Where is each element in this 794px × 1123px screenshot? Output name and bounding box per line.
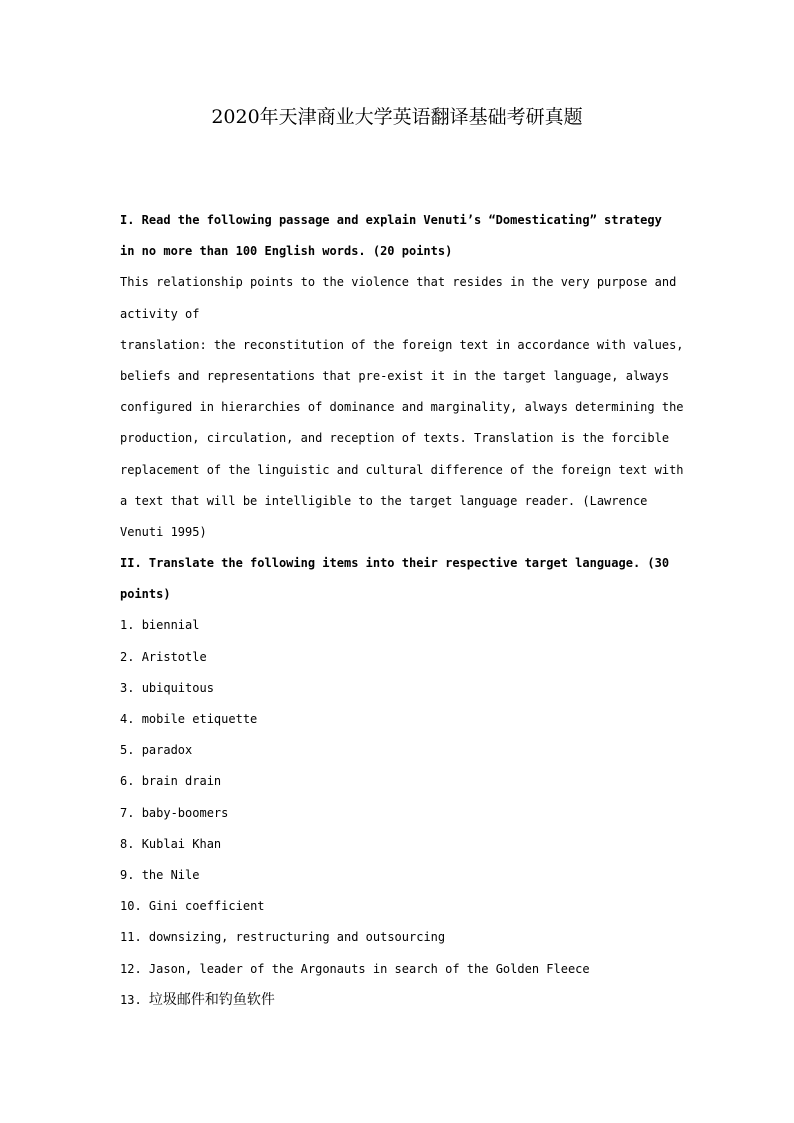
- list-item-text: Jason, leader of the Argonauts in search of the Golden Fleece: [148, 961, 590, 976]
- passage-line: a text that will be intelligible to the target language reader. (Lawrence: [120, 493, 648, 508]
- passage-line: Venuti 1995): [120, 524, 207, 539]
- list-item: [120, 610, 680, 641]
- passage-line: production, circulation, and reception of texts. Translation is the forcible: [120, 431, 670, 446]
- list-item: [120, 704, 680, 735]
- list-item: [120, 891, 680, 922]
- list-item: [120, 766, 680, 797]
- list-item: [120, 829, 680, 860]
- list-item-number: 13.: [120, 992, 142, 1007]
- section-1-heading-line-1: I. Read the following passage and explain Venuti’s “Domesticating” strategy: [120, 213, 662, 227]
- list-item-number: 12.: [120, 961, 142, 976]
- passage-line: activity of: [120, 306, 200, 321]
- list-item-number: 6.: [120, 774, 135, 789]
- list-item: [120, 642, 680, 673]
- document-body: [120, 205, 684, 1016]
- document-title: 2020年天津商业大学英语翻译基础考研真题: [211, 106, 583, 128]
- list-item-number: 11.: [120, 930, 142, 945]
- list-item-number: 8.: [120, 836, 135, 851]
- list-item-text: 垃圾邮件和钓鱼软件: [148, 991, 275, 1008]
- passage-line: replacement of the linguistic and cultural difference of the foreign text with: [120, 462, 684, 477]
- section-2-heading-line-2: points): [120, 587, 171, 602]
- list-item: [120, 922, 680, 953]
- list-item-text: biennial: [141, 618, 200, 633]
- list-item-number: 1.: [120, 618, 135, 633]
- list-item-text: the Nile: [141, 867, 200, 882]
- list-item-text: baby-boomers: [141, 805, 229, 820]
- list-item-number: 5.: [120, 743, 135, 758]
- list-item-text: Kublai Khan: [141, 836, 222, 851]
- passage-line: beliefs and representations that pre-exist it in the target language, always: [120, 368, 670, 383]
- list-item: [120, 798, 680, 829]
- passage-line: translation: the reconstitution of the foreign text in accordance with values,: [120, 337, 684, 352]
- list-item-number: 3.: [120, 680, 135, 695]
- section-2-heading-line-1: II. Translate the following items into their respective target language. (30: [120, 556, 670, 571]
- section-1-heading-line-2: in no more than 100 English words. (20 points): [120, 244, 453, 259]
- list-item-text: brain drain: [141, 774, 222, 789]
- passage-line: This relationship points to the violence that resides in the very purpose and: [120, 275, 677, 290]
- passage-line: configured in hierarchies of dominance and marginality, always determining the: [120, 400, 684, 415]
- list-item-number: 2.: [120, 649, 135, 664]
- list-item-text: Gini coefficient: [148, 899, 265, 914]
- list-item: [120, 673, 680, 704]
- list-item: [120, 985, 680, 1016]
- list-item: [120, 954, 680, 985]
- list-item-text: ubiquitous: [141, 680, 214, 695]
- list-item-number: 4.: [120, 712, 135, 726]
- list-item-number: 10.: [120, 899, 142, 914]
- list-item-text: Aristotle: [141, 649, 207, 664]
- list-item-text: mobile etiquette: [141, 712, 258, 726]
- list-item-text: downsizing, restructuring and outsourcing: [148, 930, 446, 945]
- list-item: [120, 735, 680, 766]
- list-item-text: paradox: [141, 743, 193, 758]
- list-item-number: 9.: [120, 867, 135, 882]
- list-item-number: 7.: [120, 805, 135, 820]
- list-item: [120, 860, 680, 891]
